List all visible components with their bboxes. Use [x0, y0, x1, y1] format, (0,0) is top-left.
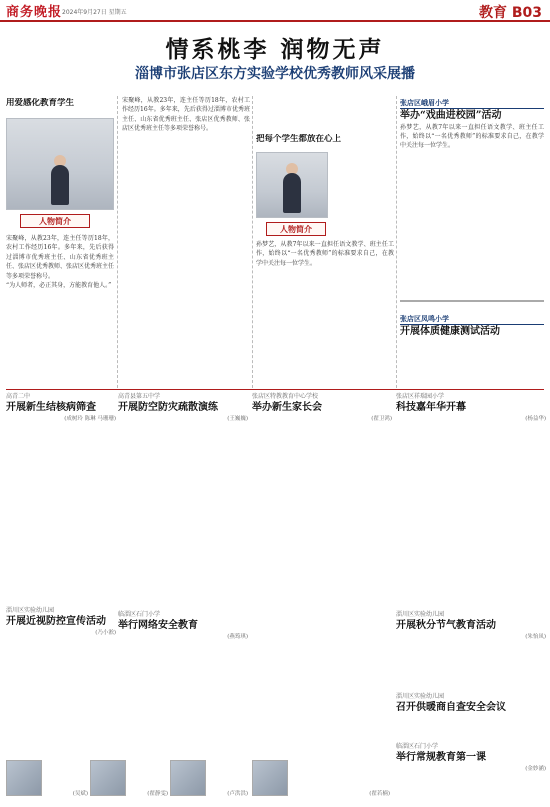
news-photo [6, 760, 42, 796]
sub-headline: 淄博市张店区东方实验学校优秀教师风采展播 [135, 66, 415, 82]
mid-feature-title: 把每个学生都放在心上 [256, 134, 342, 144]
photo-byline: (卢洪洪) [227, 791, 248, 797]
news-item: 临淄区石门小学 举行常规教育第一课 (金妙涵) [396, 743, 546, 772]
photo-byline: (翟若楠) [369, 791, 390, 797]
photo-byline: (翟静雯) [147, 791, 168, 797]
news-photo [252, 760, 288, 796]
portrait-body [51, 165, 69, 205]
newspaper-logo: 商务晚报 [6, 5, 63, 20]
news-item: 张店区特教教育中心学校 举办新生家长会 (翟卫鸿) [252, 393, 392, 422]
profile-banner-left: 人物简介 [20, 214, 90, 228]
page-header [0, 0, 550, 22]
news-item: 高青县第五中学 开展防空防灾疏散演练 (王巍巍) [118, 393, 248, 422]
teacher-photo-left [6, 118, 114, 210]
news-item: 淄川区实验幼儿园 开展秋分节气教育活动 (朱怡凤) [396, 611, 546, 640]
news-item: 淄川区实验幼儿园 召开供暖商自查安全会议 [396, 693, 506, 714]
mid-para-text: 孙梦艺，从教7年以来一直担任语文教学、班主任工作，始终以“一名优秀教师”的标准要求自己，在教学中关注每一位学生。 [256, 241, 394, 267]
feature-body-col1: 宋聚峰，从教23年，连主任等历18年，农村工作经历16年。多年来，先后获得过淄博市优秀班主任、山东省优秀班主任、张店区优秀教师、张店区优秀班主任等多项荣誉称号。 [122, 97, 250, 133]
right-news-1: 张店区峨眉小学 举办“戏曲进校园”活动 孙梦艺，从教7年以来一直担任语文教学、班主任工作，始终以“一名优秀教师”的标准要求自己，在教学中关注每一位学生。 [400, 98, 544, 150]
photo-byline: (吴斌) [72, 791, 88, 797]
teacher-photo-mid [256, 152, 328, 218]
right-news-2: 张店区凤鸣小学 开展体质健康测试活动 [400, 314, 544, 374]
profile-banner-mid: 人物简介 [266, 222, 326, 236]
news-item: 张店区祥瑞园小学 科技嘉年华开幕 (杨益华) [396, 393, 546, 422]
section-label: 教育 B03 [478, 5, 542, 21]
issue-date: 2024年9月27日 星期五 [62, 9, 127, 16]
news-item: 高青二中 开展新生结核病筛查 (成树玲 陈琳 马珊珊) [6, 393, 116, 422]
news-item: 临淄区石门小学 举行网络安全教育 (燕筠琪) [118, 611, 248, 640]
news-item: 淄川区实验幼儿园 开展近视防控宣传活动 (乃小淞) [6, 607, 116, 636]
left-intro-text: 宋聚峰，从教23年，连主任等历18年，农村工作经历16年。多年来，先后获得过淄博市优秀班主任、山东省优秀班主任、张店区优秀教师、张店区优秀班主任等多项荣誉称号。 “为人师者，必正其身，方能教育他人。” [6, 235, 114, 290]
left-feature-title: 用爱感化教育学生 [6, 98, 75, 108]
news-photo [170, 760, 206, 796]
news-photo [90, 760, 126, 796]
portrait-body [283, 173, 301, 213]
main-headline: 情系桃李 润物无声 [165, 36, 385, 63]
